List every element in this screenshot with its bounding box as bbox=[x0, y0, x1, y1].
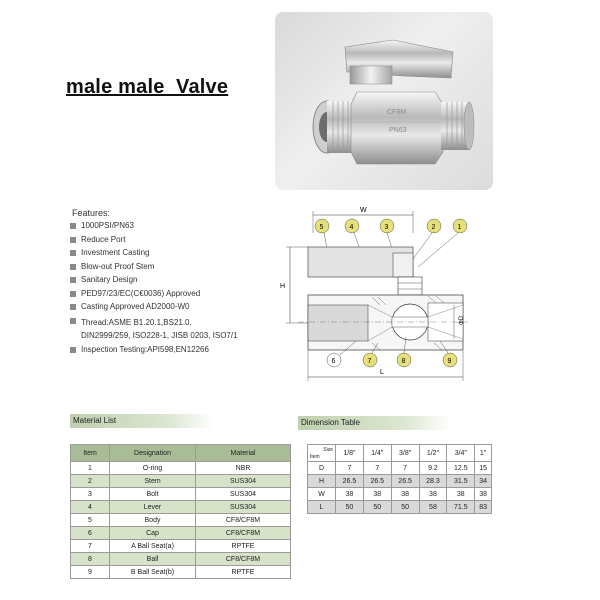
column-header: Item bbox=[71, 445, 110, 462]
callout-2 bbox=[427, 219, 441, 233]
dimension-table-title: Dimension Table bbox=[298, 416, 451, 430]
table-row: 2 Stem SUS304 bbox=[71, 475, 291, 488]
bullet-icon bbox=[70, 223, 76, 229]
valve-photo bbox=[275, 12, 493, 190]
column-header: Designation bbox=[110, 445, 196, 462]
callout-3 bbox=[380, 219, 394, 233]
page-title: male male Valve bbox=[66, 76, 229, 98]
table-row: 8 Ball CF8/CF8M bbox=[71, 553, 291, 566]
table-row: H 26.5 26.5 26.5 28.3 31.5 34 bbox=[308, 475, 492, 488]
material-table bbox=[70, 444, 291, 579]
table-row: D 7 7 7 9.2 12.5 15 bbox=[308, 462, 492, 475]
callout-1 bbox=[453, 219, 467, 233]
column-header: 3/8" bbox=[391, 445, 419, 462]
svg-text:6: 6 bbox=[331, 358, 336, 365]
bullet-icon bbox=[70, 347, 76, 353]
feature-item: Investment Casting bbox=[70, 248, 300, 258]
material-list-title: Material List bbox=[70, 414, 213, 428]
table-row: 5 Body CF8/CF8M bbox=[71, 514, 291, 527]
feature-item: PED97/23/EC(C€0036) Approved bbox=[70, 289, 300, 299]
photo-marking-2: PN63 bbox=[389, 127, 407, 134]
dim-l-label: L bbox=[380, 369, 384, 376]
bullet-icon bbox=[70, 291, 76, 297]
column-header: 1/4" bbox=[363, 445, 391, 462]
column-header: 1" bbox=[475, 445, 492, 462]
features-list bbox=[70, 221, 300, 355]
svg-text:5: 5 bbox=[319, 224, 324, 231]
bullet-icon bbox=[70, 318, 76, 324]
feature-item: 1000PSI/PN63 bbox=[70, 221, 300, 231]
table-row: 1 O-ring NBR bbox=[71, 462, 291, 475]
callout-7 bbox=[363, 353, 377, 367]
svg-text:7: 7 bbox=[367, 358, 372, 365]
dim-h-label: H bbox=[280, 283, 286, 290]
table-row: L 50 50 50 58 71.5 83 bbox=[308, 501, 492, 514]
table-header-row bbox=[71, 445, 291, 462]
svg-text:1: 1 bbox=[457, 224, 462, 231]
bullet-icon bbox=[70, 250, 76, 256]
technical-drawing bbox=[268, 205, 468, 395]
table-row: 7 A Ball Seat(a) RPTFE bbox=[71, 540, 291, 553]
dim-d-label: ΦD bbox=[459, 315, 465, 325]
table-row: 3 Bolt SUS304 bbox=[71, 488, 291, 501]
callout-9 bbox=[443, 353, 457, 367]
svg-text:4: 4 bbox=[349, 224, 354, 231]
feature-item: Sanitary Design bbox=[70, 275, 300, 285]
table-row: 9 B Ball Seat(b) RPTFE bbox=[71, 566, 291, 579]
bullet-icon bbox=[70, 277, 76, 283]
table-row: 6 Cap CF8/CF8M bbox=[71, 527, 291, 540]
bullet-icon bbox=[70, 304, 76, 310]
callout-5 bbox=[315, 219, 329, 233]
corner-header: Size Item bbox=[308, 445, 336, 462]
svg-text:9: 9 bbox=[447, 358, 452, 365]
feature-item: Blow-out Proof Stem bbox=[70, 262, 300, 272]
feature-item: Thread:ASME B1.20.1,BS21.0, DIN2999/259, ISO228-1, JISB 0203, ISO7/1 bbox=[70, 316, 300, 342]
valve-image bbox=[275, 12, 493, 190]
column-header: Material bbox=[196, 445, 291, 462]
callout-6 bbox=[327, 353, 341, 367]
callout-8 bbox=[397, 353, 411, 367]
column-header: 1/2" bbox=[419, 445, 447, 462]
dimension-table bbox=[307, 444, 492, 514]
feature-item: Inspection Testing:API598,EN12266 bbox=[70, 345, 300, 355]
svg-text:2: 2 bbox=[431, 224, 436, 231]
bullet-icon bbox=[70, 237, 76, 243]
callout-4 bbox=[345, 219, 359, 233]
column-header: 3/4" bbox=[447, 445, 475, 462]
feature-item: Reduce Port bbox=[70, 235, 300, 245]
table-header-row bbox=[308, 445, 492, 462]
photo-marking-1: CF8M bbox=[387, 109, 407, 116]
column-header: 1/8" bbox=[336, 445, 364, 462]
svg-text:3: 3 bbox=[384, 224, 389, 231]
svg-text:8: 8 bbox=[401, 358, 406, 365]
table-row: 4 Lever SUS304 bbox=[71, 501, 291, 514]
features-heading: Features: bbox=[72, 208, 111, 218]
bullet-icon bbox=[70, 264, 76, 270]
table-row: W 38 38 38 38 38 38 bbox=[308, 488, 492, 501]
dim-w-label: W bbox=[360, 207, 367, 214]
feature-item: Casting Approved AD2000-W0 bbox=[70, 302, 300, 312]
